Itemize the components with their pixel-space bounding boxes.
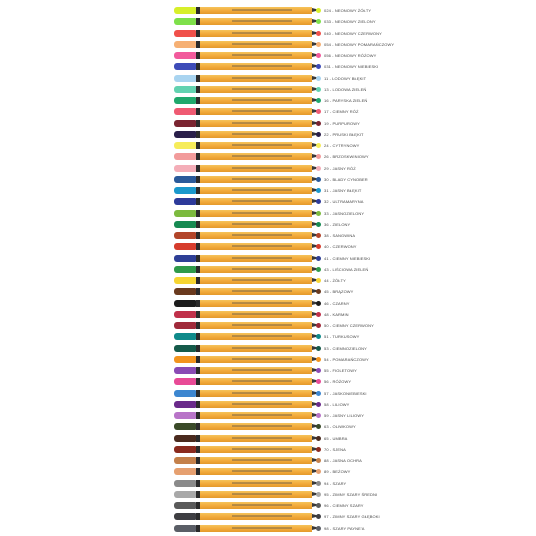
pen-label: 33 - JASNOZIELONY <box>324 210 365 216</box>
pen-label: 54 - POMARAŃCZOWY <box>324 356 369 362</box>
pen-label: 41 - CIEMNY NIEBIESKI <box>324 255 371 261</box>
pen-row <box>0 354 536 365</box>
barrel-print <box>232 504 292 506</box>
pen-ink-dot <box>316 278 321 283</box>
pen-label: 30 - BLADY CYNOBER <box>324 176 368 182</box>
barrel-print <box>232 144 292 146</box>
barrel-print <box>232 380 292 382</box>
pen-barrel <box>200 435 312 442</box>
pen-cap <box>174 86 196 93</box>
pen-label: 89 - BEŻOWY <box>324 469 351 475</box>
pen-cap <box>174 266 196 273</box>
pen-row <box>0 286 536 297</box>
pen-row <box>0 455 536 466</box>
pen-ink-dot <box>316 289 321 294</box>
pen-barrel <box>200 468 312 475</box>
pen-barrel <box>200 142 312 149</box>
pen-barrel <box>200 390 312 397</box>
pen-ink-dot <box>316 301 321 306</box>
pen-ink-dot <box>316 166 321 171</box>
pen-label: 96 - CIEMNY SZARY <box>324 503 364 508</box>
pen-ink-dot <box>316 177 321 182</box>
pen-label: 24 - CYTRYNOWY <box>324 143 360 148</box>
pen-row <box>0 163 536 174</box>
barrel-print <box>232 155 292 157</box>
pen-cap <box>174 120 196 127</box>
pen-row <box>0 320 536 331</box>
barrel-print <box>232 32 292 34</box>
pen-cap <box>174 7 196 14</box>
pen-ink-dot <box>316 64 321 69</box>
barrel-print <box>232 20 292 22</box>
pen-label: 45 - BRĄZOWY <box>324 289 354 295</box>
barrel-print <box>232 167 292 169</box>
pen-cap <box>174 480 196 487</box>
pen-row <box>0 388 536 399</box>
pen-label: 53 - CIEMNOZIELONY <box>324 345 367 351</box>
pen-row <box>0 106 536 117</box>
pen-ink-dot <box>316 413 321 418</box>
pen-label: 58 - LILIOWY <box>324 401 350 407</box>
pen-cap <box>174 345 196 352</box>
pen-barrel <box>200 345 312 352</box>
pen-row <box>0 230 536 241</box>
pen-row <box>0 16 536 27</box>
pen-label: 43 - LIŚCIOWA ZIELEŃ <box>324 266 369 272</box>
pen-row <box>0 140 536 151</box>
barrel-print <box>232 133 292 135</box>
pen-barrel <box>200 356 312 363</box>
pen-label: 59 - JASNY LILIOWY <box>324 413 364 418</box>
pen-cap <box>174 165 196 172</box>
pen-barrel <box>200 311 312 318</box>
pen-ink-dot <box>316 458 321 463</box>
pen-barrel <box>200 52 312 59</box>
pen-cap <box>174 401 196 408</box>
pen-barrel <box>200 108 312 115</box>
pen-cap <box>174 457 196 464</box>
pen-ink-dot <box>316 19 321 24</box>
pen-barrel <box>200 75 312 82</box>
pen-row <box>0 376 536 387</box>
pen-label: 29 - JASNY RÓŻ <box>324 165 356 171</box>
pen-ink-dot <box>316 402 321 407</box>
barrel-print <box>232 403 292 405</box>
pen-cap <box>174 435 196 442</box>
pen-label: 94 - SZARY <box>324 480 347 486</box>
pen-row <box>0 264 536 275</box>
pen-ink-dot <box>316 31 321 36</box>
pen-row <box>0 39 536 50</box>
pen-ink-dot <box>316 368 321 373</box>
pen-cap <box>174 255 196 262</box>
pen-row <box>0 343 536 354</box>
pen-label: 63 - OLIWKOWY <box>324 424 356 430</box>
pen-row <box>0 5 536 16</box>
pen-cap <box>174 300 196 307</box>
pen-barrel <box>200 153 312 160</box>
pen-ink-dot <box>316 121 321 126</box>
pen-cap <box>174 232 196 239</box>
pen-row <box>0 433 536 444</box>
pen-ink-dot <box>316 109 321 114</box>
barrel-print <box>232 425 292 427</box>
pen-ink-dot <box>316 132 321 137</box>
pen-row <box>0 50 536 61</box>
pen-ink-dot <box>316 76 321 81</box>
pen-barrel <box>200 18 312 25</box>
pen-label: 44 - ŻÓŁTY <box>324 278 346 283</box>
pen-label: 040 - NEONOWY CZERWONY <box>324 30 382 36</box>
barrel-print <box>232 99 292 101</box>
barrel-print <box>232 527 292 529</box>
pen-cap <box>174 525 196 532</box>
pen-cap <box>174 108 196 115</box>
pen-label: 26 - BRZOSKWINIOWY <box>324 154 369 160</box>
pen-label: 031 - NEONOWY NIEBIESKI <box>324 64 379 70</box>
pen-label: 88 - JASNA OCHRA <box>324 458 362 463</box>
pen-row <box>0 129 536 140</box>
barrel-print <box>232 470 292 472</box>
pen-cap <box>174 52 196 59</box>
barrel-print <box>232 302 292 304</box>
pen-ink-dot <box>316 244 321 249</box>
barrel-print <box>232 234 292 236</box>
pen-row <box>0 241 536 252</box>
barrel-print <box>232 54 292 56</box>
barrel-print <box>232 200 292 202</box>
pen-label: 36 - ZIELONY <box>324 221 351 227</box>
pen-row <box>0 196 536 207</box>
barrel-print <box>232 77 292 79</box>
pen-barrel <box>200 288 312 295</box>
pen-row <box>0 61 536 72</box>
pen-barrel <box>200 446 312 453</box>
pen-barrel <box>200 457 312 464</box>
barrel-print <box>232 448 292 450</box>
barrel-print <box>232 257 292 259</box>
pen-cap <box>174 322 196 329</box>
pen-cap <box>174 423 196 430</box>
pen-cap <box>174 491 196 498</box>
pen-label: 16 - PARYSKA ZIELEŃ <box>324 98 368 103</box>
pen-barrel <box>200 232 312 239</box>
barrel-print <box>232 313 292 315</box>
pen-label: 48 - KARMIN <box>324 311 349 317</box>
pen-cap <box>174 502 196 509</box>
pen-ink-dot <box>316 391 321 396</box>
pen-row <box>0 399 536 410</box>
pen-label: 46 - CZARNY <box>324 300 350 306</box>
barrel-print <box>232 43 292 45</box>
pen-ink-dot <box>316 222 321 227</box>
pen-barrel <box>200 480 312 487</box>
pen-row <box>0 489 536 500</box>
pen-row <box>0 219 536 230</box>
pen-barrel <box>200 502 312 509</box>
barrel-print <box>232 110 292 112</box>
pen-barrel <box>200 165 312 172</box>
pen-ink-dot <box>316 53 321 58</box>
barrel-print <box>232 268 292 270</box>
pen-ink-dot <box>316 98 321 103</box>
barrel-print <box>232 358 292 360</box>
pen-row <box>0 466 536 477</box>
pen-cap <box>174 390 196 397</box>
barrel-print <box>232 347 292 349</box>
pen-barrel <box>200 525 312 532</box>
pen-barrel <box>200 412 312 419</box>
pen-ink-dot <box>316 188 321 193</box>
pen-barrel <box>200 187 312 194</box>
pen-barrel <box>200 63 312 70</box>
pen-row <box>0 410 536 421</box>
pen-row <box>0 84 536 95</box>
pen-label: 033 - NEONOWY ZIELONY <box>324 19 376 25</box>
pen-barrel <box>200 513 312 520</box>
pen-label: 056 - NEONOWY RÓŻOWY <box>324 53 377 58</box>
pen-label: 55 - FIOLETOWY <box>324 368 357 373</box>
pen-ink-dot <box>316 42 321 47</box>
pen-label: 024 - NEONOWY ŻÓŁTY <box>324 8 372 13</box>
barrel-print <box>232 245 292 247</box>
pen-ink-dot <box>316 143 321 148</box>
pen-cap <box>174 131 196 138</box>
pen-row <box>0 365 536 376</box>
pen-ink-dot <box>316 199 321 204</box>
pen-cap <box>174 513 196 520</box>
pen-cap <box>174 187 196 194</box>
pen-cap <box>174 153 196 160</box>
pen-barrel <box>200 86 312 93</box>
pen-barrel <box>200 255 312 262</box>
pen-label: 40 - CZERWONY <box>324 244 357 250</box>
pen-row <box>0 298 536 309</box>
pen-barrel <box>200 198 312 205</box>
pen-label: 19 - PURPUROWY <box>324 120 360 126</box>
pen-ink-dot <box>316 256 321 261</box>
pen-ink-dot <box>316 87 321 92</box>
pen-barrel <box>200 120 312 127</box>
pen-cap <box>174 63 196 70</box>
barrel-print <box>232 515 292 517</box>
barrel-print <box>232 88 292 90</box>
pen-ink-dot <box>316 211 321 216</box>
pen-cap <box>174 18 196 25</box>
pen-cap <box>174 243 196 250</box>
barrel-print <box>232 414 292 416</box>
pen-barrel <box>200 7 312 14</box>
barrel-print <box>232 212 292 214</box>
pen-barrel <box>200 243 312 250</box>
pen-label: 65 - UMBRA <box>324 435 348 441</box>
barrel-print <box>232 459 292 461</box>
pen-barrel <box>200 97 312 104</box>
pen-cap <box>174 176 196 183</box>
pen-label: 51 - TURKUSOWY <box>324 334 360 340</box>
pen-barrel <box>200 41 312 48</box>
pen-ink-dot <box>316 154 321 159</box>
pen-barrel <box>200 491 312 498</box>
pen-label: 56 - RÓŻOWY <box>324 379 352 385</box>
pen-ink-dot <box>316 436 321 441</box>
pen-label: 17 - CIEMNY RÓŻ <box>324 109 359 115</box>
pen-row <box>0 523 536 534</box>
pen-barrel <box>200 221 312 228</box>
pen-label: 70 - SJENA <box>324 446 346 452</box>
barrel-print <box>232 437 292 439</box>
pen-row <box>0 118 536 129</box>
barrel-print <box>232 392 292 394</box>
pen-ink-dot <box>316 312 321 317</box>
pen-row <box>0 309 536 320</box>
pen-label: 97 - ZIMNY SZARY GŁĘBOKI <box>324 514 380 520</box>
pen-label: 32 - ULTRAMARYNA <box>324 199 364 205</box>
pen-ink-dot <box>316 469 321 474</box>
barrel-print <box>232 279 292 281</box>
pen-cap <box>174 412 196 419</box>
pen-barrel <box>200 423 312 430</box>
pen-row <box>0 185 536 196</box>
pen-barrel <box>200 333 312 340</box>
pen-label: 57 - JASKONIEBIESKI <box>324 390 367 396</box>
pen-ink-dot <box>316 334 321 339</box>
pen-row <box>0 151 536 162</box>
pen-row <box>0 331 536 342</box>
pen-label: 13 - LODOWA ZIELEŃ <box>324 86 367 92</box>
pen-barrel <box>200 266 312 273</box>
pen-ink-dot <box>316 481 321 486</box>
barrel-print <box>232 482 292 484</box>
pen-ink-dot <box>316 233 321 238</box>
pen-barrel <box>200 300 312 307</box>
pen-row <box>0 421 536 432</box>
pen-barrel <box>200 322 312 329</box>
pen-row <box>0 95 536 106</box>
pen-cap <box>174 468 196 475</box>
pen-ink-dot <box>316 267 321 272</box>
pen-cap <box>174 142 196 149</box>
pen-ink-dot <box>316 379 321 384</box>
pen-barrel <box>200 277 312 284</box>
pen-cap <box>174 75 196 82</box>
pen-row <box>0 275 536 286</box>
pen-label: 38 - SANGWINA <box>324 233 356 238</box>
pen-cap <box>174 311 196 318</box>
pen-row <box>0 28 536 39</box>
pen-row <box>0 253 536 264</box>
pen-label: 31 - JASNY BŁĘKIT <box>324 188 362 193</box>
barrel-print <box>232 65 292 67</box>
pen-cap <box>174 277 196 284</box>
pen-ink-dot <box>316 514 321 519</box>
pen-ink-dot <box>316 526 321 531</box>
pen-barrel <box>200 131 312 138</box>
pen-label: 11 - LODOWY BŁĘKIT <box>324 75 367 81</box>
pen-label: 22 - PRUSKI BŁĘKIT <box>324 131 364 137</box>
pen-cap <box>174 198 196 205</box>
pen-label: 50 - CIEMNY CZERWONY <box>324 323 374 328</box>
pen-barrel <box>200 401 312 408</box>
pen-cap <box>174 288 196 295</box>
barrel-print <box>232 122 292 124</box>
barrel-print <box>232 223 292 225</box>
pen-cap <box>174 378 196 385</box>
pen-label: 98 - SZARY PAYNE'A <box>324 525 365 531</box>
pen-ink-dot <box>316 503 321 508</box>
pen-ink-dot <box>316 346 321 351</box>
pen-ink-dot <box>316 424 321 429</box>
barrel-print <box>232 493 292 495</box>
pen-cap <box>174 41 196 48</box>
pen-barrel <box>200 176 312 183</box>
barrel-print <box>232 290 292 292</box>
pen-barrel <box>200 367 312 374</box>
pen-barrel <box>200 30 312 37</box>
barrel-print <box>232 9 292 11</box>
pen-ink-dot <box>316 323 321 328</box>
pen-row <box>0 73 536 84</box>
barrel-print <box>232 369 292 371</box>
pen-cap <box>174 333 196 340</box>
pen-row <box>0 444 536 455</box>
barrel-print <box>232 189 292 191</box>
pen-barrel <box>200 210 312 217</box>
pen-label: 95 - ZIMNY SZARY ŚREDNI <box>324 491 378 497</box>
pen-ink-dot <box>316 357 321 362</box>
pen-ink-dot <box>316 447 321 452</box>
barrel-print <box>232 335 292 337</box>
pen-row <box>0 478 536 489</box>
pen-row <box>0 500 536 511</box>
pen-ink-dot <box>316 8 321 13</box>
pen-ink-dot <box>316 492 321 497</box>
pen-cap <box>174 97 196 104</box>
pen-row <box>0 174 536 185</box>
barrel-print <box>232 178 292 180</box>
pen-cap <box>174 367 196 374</box>
pen-cap <box>174 30 196 37</box>
pen-row <box>0 208 536 219</box>
pen-cap <box>174 221 196 228</box>
pen-cap <box>174 446 196 453</box>
pen-cap <box>174 210 196 217</box>
pen-label: 054 - NEONOWY POMARAŃCZOWY <box>324 41 395 47</box>
pen-cap <box>174 356 196 363</box>
pen-barrel <box>200 378 312 385</box>
barrel-print <box>232 324 292 326</box>
pen-row <box>0 511 536 522</box>
